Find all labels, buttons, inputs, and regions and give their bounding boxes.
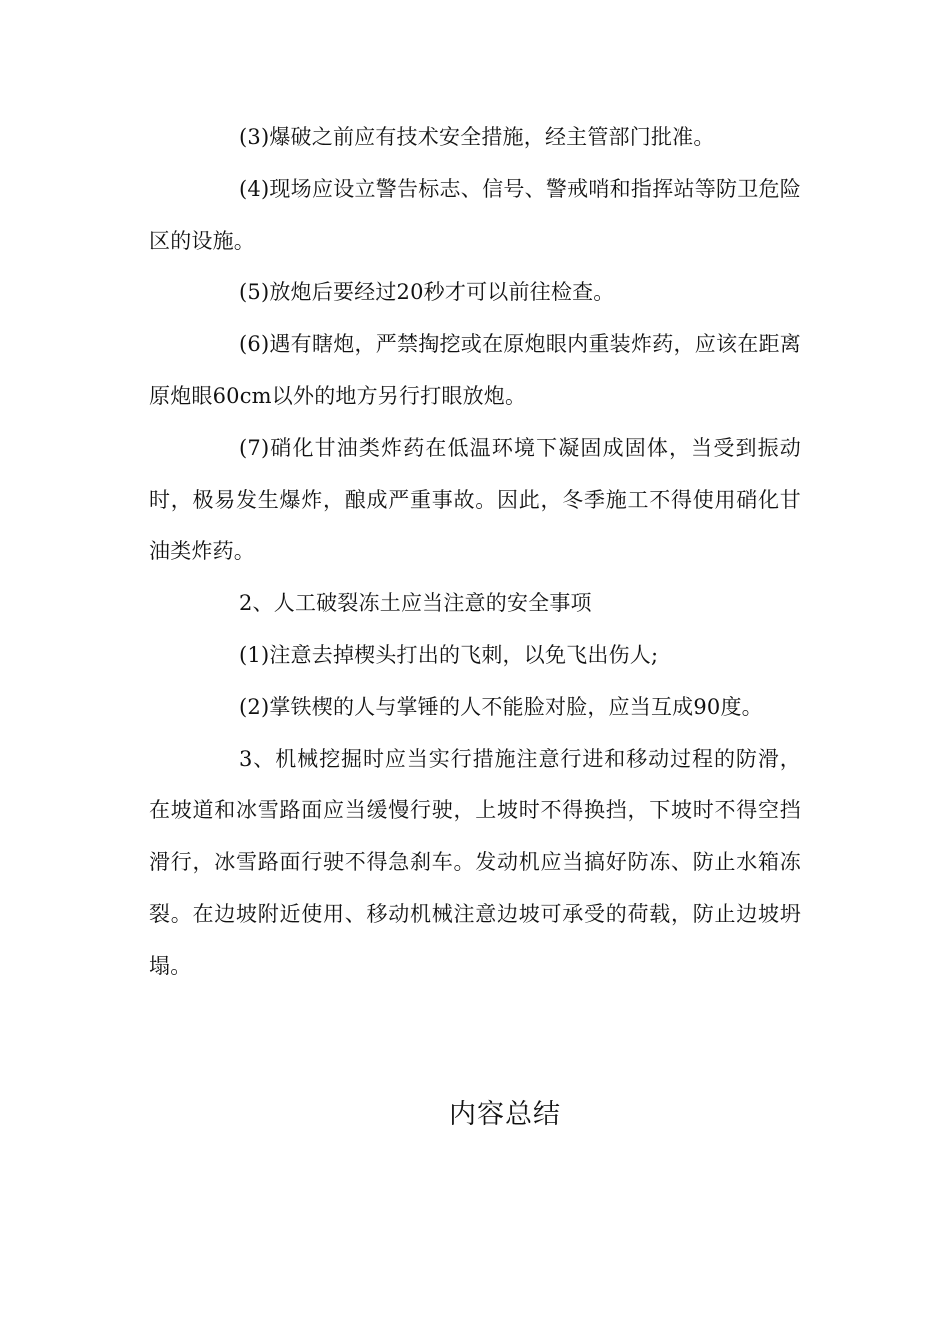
paragraph-mechanical-excavation: 3、机械挖掘时应当实行措施注意行进和移动过程的防滑，在坡道和冰雪路面应当缓慢行驶，上坡时不得换挡，下坡时不得空挡滑行，冰雪路面行驶不得急刹车。发动机应当搞好防冻、防止水箱冻裂。在边坡附近使用、移动机械注意边坡可承受的荷载，防止边坡坍塌。 — [149, 746, 801, 978]
paragraph-blasting-approval: (3)爆破之前应有技术安全措施，经主管部门批准。 — [239, 125, 715, 149]
paragraph-wedge-splinters: (1)注意去掉楔头打出的飞刺，以免飞出伤人; — [239, 642, 659, 667]
paragraph-warning-signs: (4)现场应设立警告标志、信号、警戒哨和指挥站等防卫危险区的设施。 — [149, 176, 801, 253]
summary-heading: 内容总结 — [449, 1099, 561, 1130]
paragraph-misfire: (6)遇有瞎炮，严禁掏挖或在原炮眼内重装炸药，应该在距离原炮眼60cm以外的地方另行打眼放炮。 — [149, 332, 801, 408]
section-heading-manual-breaking: 2、人工破裂冻土应当注意的安全事项 — [239, 591, 592, 616]
document-body — [149, 112, 801, 993]
paragraph-nitroglycerin: (7)硝化甘油类炸药在低温环境下凝固成固体，当受到振动时，极易发生爆炸，酿成严重事故。因此，冬季施工不得使用硝化甘油类炸药。 — [149, 435, 801, 564]
paragraph-inspection-delay: (5)放炮后要经过20秒才可以前往检查。 — [239, 280, 615, 305]
paragraph-wedge-hammer-position: (2)掌铁楔的人与掌锤的人不能脸对脸，应当互成90度。 — [239, 694, 763, 719]
